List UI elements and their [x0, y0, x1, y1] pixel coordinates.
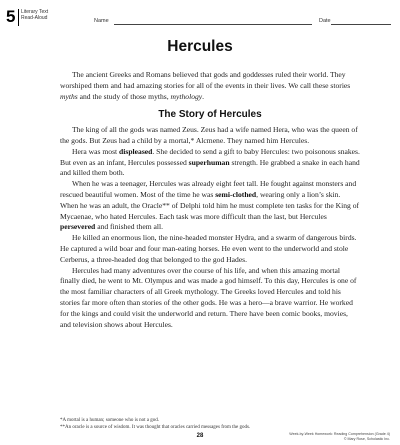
- unit-label-line-1: Literary Text: [21, 9, 49, 15]
- footnote-mortal: *A mortal is a human; someone who is not a god.: [60, 418, 160, 423]
- vocab-superhuman: superhuman: [188, 157, 230, 167]
- page-number: 28: [196, 433, 204, 439]
- unit-number: 5: [6, 7, 16, 26]
- p3-text-end: and finished them all.: [95, 222, 163, 232]
- footnote-oracle: **An oracle is a source of wisdom. It was thought that oracles carried messages from the gods.: [60, 425, 251, 430]
- footnotes: [60, 417, 360, 431]
- intro-text: The ancient Greeks and Romans believed that gods and goddesses ruled their world. They worshiped them and had amazing stories for all of the events in their lives. We call these stories: [60, 70, 351, 90]
- intro-text-end: .: [202, 91, 205, 101]
- vocab-displeased: displeased: [119, 146, 153, 156]
- unit-label-line-2: Read-Aloud: [21, 15, 48, 21]
- story-paragraph-4: He killed an enormous lion, the nine-headed monster Hydra, and a swarm of dangerous birds. He captured a wild boar and four man-eating horses. He even went to the underworld and stole Cerberus, a three-headed dog that belonged to the god Hades.: [60, 233, 357, 264]
- name-label: Name: [94, 18, 109, 24]
- credit-line-2: © Mary Rose, Scholastic Inc.: [343, 436, 390, 441]
- vocab-persevered: persevered: [60, 222, 96, 232]
- story-content: [60, 70, 360, 330]
- copyright-credit: [289, 432, 390, 441]
- term-mythology: mythology: [170, 91, 203, 101]
- term-myths: myths: [60, 91, 78, 101]
- vocab-semi-clothed: semi-clothed: [215, 189, 257, 199]
- p2-text-mid: . She decided to send a gift to baby Hercules: two poisonous snakes. But even as an infant, Hercules possessed: [60, 146, 360, 167]
- date-line[interactable]: [331, 24, 391, 25]
- credit-line-1: Week-by-Week Homework: Reading Comprehension (Grade 4): [289, 432, 390, 436]
- story-paragraph-1: The king of all the gods was named Zeus. Zeus had a wife named Hera, who was the queen of the gods. But Zeus had a child by a mortal,* Alcmene. They named him Hercules.: [60, 125, 358, 145]
- p3-text-mid: , wearing only a lion’s skin. When he was an adult, the Oracle** of Delphi told him he must complete ten tasks for the King of Mycaenae, who hated Hercules. Each task was more difficult than the last, but Hercules: [60, 189, 360, 221]
- intro-text-mid: and the study of those myths,: [77, 91, 171, 101]
- name-line[interactable]: [114, 24, 312, 25]
- intro-paragraph: [60, 70, 360, 102]
- p3-text: When he was a teenager, Hercules was already eight feet tall. He fought against monsters and rescued beautiful women. Most of the time he was: [60, 179, 357, 199]
- p2-text: Hera was most: [72, 146, 120, 156]
- story-paragraph-3: [60, 179, 360, 233]
- unit-divider: [18, 9, 19, 26]
- page-title: Hercules: [167, 38, 233, 55]
- worksheet-header: [6, 8, 394, 30]
- section-heading: The Story of Hercules: [158, 109, 262, 121]
- story-paragraph-5: Hercules had many adventures over the course of his life, and when this amazing mortal finally died, he went to Mt. Olympus and was made a god himself. To this day, Hercules is one of the most familiar characters of all Greek mythology. The Greeks loved Hercules and told his stories far more often than stories of the other gods. He was a hero—a brave warrior. He worked for the kings and could visit the underworld and return. There have been comic books, movies, and television shows about Hercules.: [60, 265, 357, 329]
- story-paragraph-2: [60, 147, 360, 179]
- date-label: Date: [319, 18, 331, 24]
- unit-label: [21, 9, 48, 21]
- p2-text-end: strength. He grabbed a snake in each hand and killed them both.: [60, 157, 360, 178]
